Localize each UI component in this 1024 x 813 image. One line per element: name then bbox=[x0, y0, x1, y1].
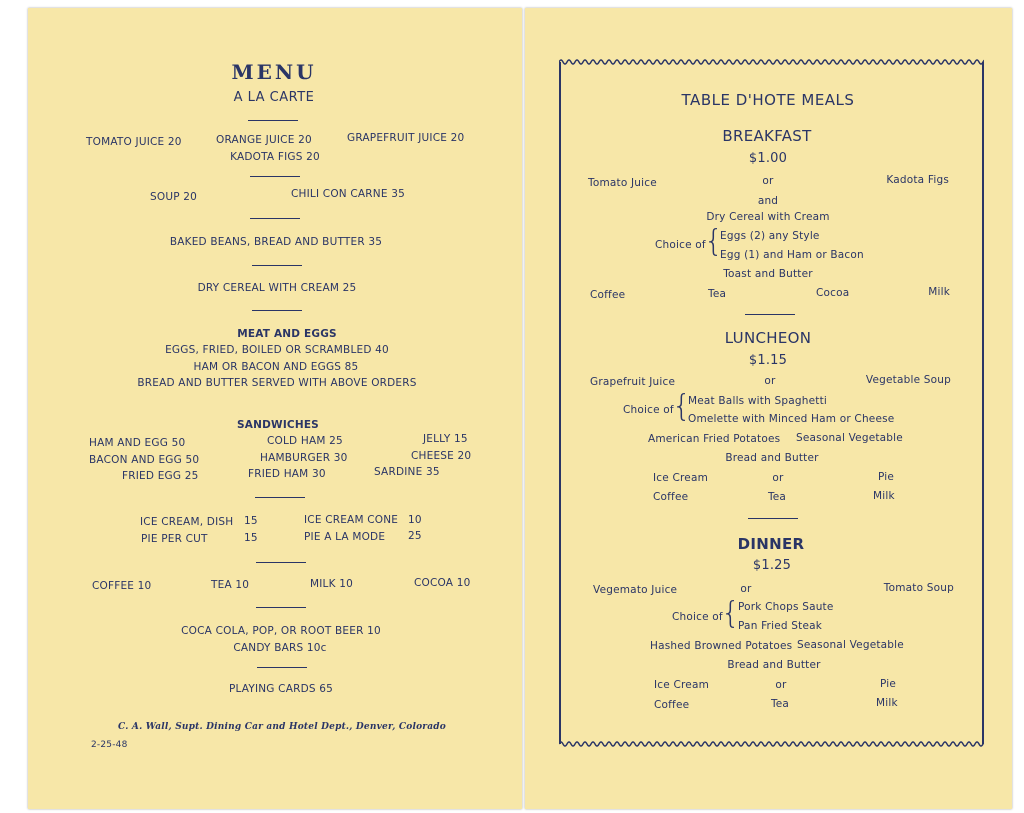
dinner-option-pork-chops: Pork Chops Saute bbox=[738, 601, 834, 613]
item-candy-bars: CANDY BARS 10c bbox=[233, 642, 327, 654]
item-cheese: CHEESE 20 bbox=[411, 450, 472, 462]
divider bbox=[745, 314, 795, 315]
item-fried-egg: FRIED EGG 25 bbox=[122, 470, 199, 482]
luncheon-price: $1.15 bbox=[748, 353, 788, 368]
luncheon-potatoes: American Fried Potatoes bbox=[648, 433, 781, 445]
item-chili: CHILI CON CARNE 35 bbox=[291, 188, 405, 200]
item-bacon-and-egg: BACON AND EGG 50 bbox=[89, 454, 200, 466]
luncheon-seasonal-vegetable: Seasonal Vegetable bbox=[796, 432, 903, 444]
item-hamburger: HAMBURGER 30 bbox=[260, 452, 348, 464]
dinner-vegemato-juice: Vegemato Juice bbox=[593, 584, 678, 596]
breakfast-price: $1.00 bbox=[748, 151, 788, 166]
breakfast-heading: BREAKFAST bbox=[722, 127, 812, 145]
item-baked-beans: BAKED BEANS, BREAD AND BUTTER 35 bbox=[169, 236, 383, 248]
breakfast-brace: { bbox=[704, 224, 724, 259]
item-jelly: JELLY 15 bbox=[423, 433, 468, 445]
breakfast-toast: Toast and Butter bbox=[723, 268, 813, 280]
breakfast-tomato-juice: Tomato Juice bbox=[588, 177, 657, 189]
item-pie-per-cut-price: 15 bbox=[244, 532, 258, 544]
dinner-heading: DINNER bbox=[737, 535, 805, 553]
item-kadota-figs: KADOTA FIGS 20 bbox=[230, 151, 320, 163]
divider bbox=[252, 265, 302, 266]
dinner-dessert-or: or bbox=[775, 679, 787, 691]
item-ham-bacon-eggs: HAM OR BACON AND EGGS 85 bbox=[193, 361, 359, 373]
luncheon-choice-label: Choice of bbox=[623, 404, 674, 416]
item-ice-cream-cone: ICE CREAM CONE bbox=[304, 514, 399, 526]
section-meat-and-eggs: MEAT AND EGGS bbox=[237, 328, 337, 340]
dinner-price: $1.25 bbox=[752, 558, 792, 573]
luncheon-milk: Milk bbox=[873, 490, 895, 502]
item-pie-a-la-mode: PIE A LA MODE bbox=[304, 531, 386, 543]
breakfast-kadota-figs: Kadota Figs bbox=[886, 174, 949, 186]
table-dhote-title: TABLE D'HOTE MEALS bbox=[681, 91, 855, 109]
divider bbox=[748, 518, 798, 519]
item-dry-cereal: DRY CEREAL WITH CREAM 25 bbox=[197, 282, 357, 294]
divider bbox=[256, 562, 306, 563]
item-ice-cream-cone-price: 10 bbox=[408, 514, 422, 526]
divider bbox=[250, 218, 300, 219]
breakfast-tea: Tea bbox=[708, 288, 727, 300]
dinner-option-steak: Pan Fried Steak bbox=[738, 620, 823, 632]
item-soda: COCA COLA, POP, OR ROOT BEER 10 bbox=[181, 625, 381, 637]
divider bbox=[256, 607, 306, 608]
item-soup: SOUP 20 bbox=[150, 191, 198, 203]
breakfast-or: or bbox=[762, 175, 774, 187]
breakfast-and: and bbox=[757, 195, 779, 207]
luncheon-option-omelette: Omelette with Minced Ham or Cheese bbox=[688, 413, 895, 425]
breakfast-option-ham-bacon: Egg (1) and Ham or Bacon bbox=[720, 249, 864, 261]
divider bbox=[252, 310, 302, 311]
item-bread-note: BREAD AND BUTTER SERVED WITH ABOVE ORDERS bbox=[137, 377, 417, 389]
luncheon-dessert-or: or bbox=[772, 472, 784, 484]
section-sandwiches: SANDWICHES bbox=[237, 419, 319, 431]
breakfast-cocoa: Cocoa bbox=[816, 287, 850, 299]
breakfast-cereal: Dry Cereal with Cream bbox=[706, 211, 830, 223]
item-eggs: EGGS, FRIED, BOILED OR SCRAMBLED 40 bbox=[165, 344, 389, 356]
item-cocoa: COCOA 10 bbox=[414, 577, 471, 589]
item-ice-cream-dish: ICE CREAM, DISH bbox=[140, 516, 234, 528]
breakfast-coffee: Coffee bbox=[590, 289, 626, 301]
item-pie-a-la-mode-price: 25 bbox=[408, 530, 422, 542]
luncheon-coffee: Coffee bbox=[653, 491, 689, 503]
dinner-pie: Pie bbox=[880, 678, 897, 690]
menu-title: MENU bbox=[231, 60, 317, 84]
dinner-tomato-soup: Tomato Soup bbox=[883, 582, 954, 594]
item-orange-juice: ORANGE JUICE 20 bbox=[216, 134, 312, 146]
luncheon-or: or bbox=[764, 375, 776, 387]
luncheon-pie: Pie bbox=[878, 471, 895, 483]
item-cold-ham: COLD HAM 25 bbox=[267, 435, 343, 447]
luncheon-tea: Tea bbox=[767, 491, 787, 503]
item-tea: TEA 10 bbox=[211, 579, 250, 591]
dinner-bread: Bread and Butter bbox=[727, 659, 821, 671]
luncheon-bread: Bread and Butter bbox=[725, 452, 819, 464]
item-coffee: COFFEE 10 bbox=[92, 580, 152, 592]
print-date: 2-25-48 bbox=[91, 740, 128, 750]
item-playing-cards: PLAYING CARDS 65 bbox=[228, 683, 334, 695]
divider bbox=[255, 497, 305, 498]
a-la-carte-subtitle: A LA CARTE bbox=[233, 90, 315, 105]
divider bbox=[248, 120, 298, 121]
dinner-tea: Tea bbox=[770, 698, 790, 710]
footer-credit: C. A. Wall, Supt. Dining Car and Hotel Dept., Denver, Colorado bbox=[118, 722, 446, 732]
dinner-choice-label: Choice of bbox=[672, 611, 723, 623]
dinner-seasonal-vegetable: Seasonal Vegetable bbox=[797, 639, 904, 651]
luncheon-ice-cream: Ice Cream bbox=[653, 472, 709, 484]
dinner-ice-cream: Ice Cream bbox=[654, 679, 710, 691]
dinner-brace: { bbox=[721, 596, 741, 631]
item-grapefruit-juice: GRAPEFRUIT JUICE 20 bbox=[347, 132, 465, 144]
breakfast-option-eggs: Eggs (2) any Style bbox=[720, 230, 820, 242]
item-pie-per-cut: PIE PER CUT bbox=[141, 533, 208, 545]
divider bbox=[250, 176, 300, 177]
luncheon-option-meatballs: Meat Balls with Spaghetti bbox=[688, 395, 827, 407]
item-ice-cream-dish-price: 15 bbox=[244, 515, 258, 527]
item-fried-ham: FRIED HAM 30 bbox=[248, 468, 326, 480]
luncheon-vegetable-soup: Vegetable Soup bbox=[865, 374, 951, 386]
breakfast-milk: Milk bbox=[928, 286, 950, 298]
luncheon-grapefruit-juice: Grapefruit Juice bbox=[590, 376, 676, 388]
item-tomato-juice: TOMATO JUICE 20 bbox=[86, 136, 182, 148]
dinner-potatoes: Hashed Browned Potatoes bbox=[650, 640, 793, 652]
luncheon-brace: { bbox=[672, 389, 692, 424]
item-ham-and-egg: HAM AND EGG 50 bbox=[89, 437, 186, 449]
item-milk: MILK 10 bbox=[310, 578, 353, 590]
dinner-coffee: Coffee bbox=[654, 699, 690, 711]
divider bbox=[257, 667, 307, 668]
luncheon-heading: LUNCHEON bbox=[724, 329, 812, 347]
dinner-milk: Milk bbox=[876, 697, 898, 709]
item-sardine: SARDINE 35 bbox=[374, 466, 440, 478]
breakfast-choice-label: Choice of bbox=[655, 239, 706, 251]
dinner-or: or bbox=[740, 583, 752, 595]
